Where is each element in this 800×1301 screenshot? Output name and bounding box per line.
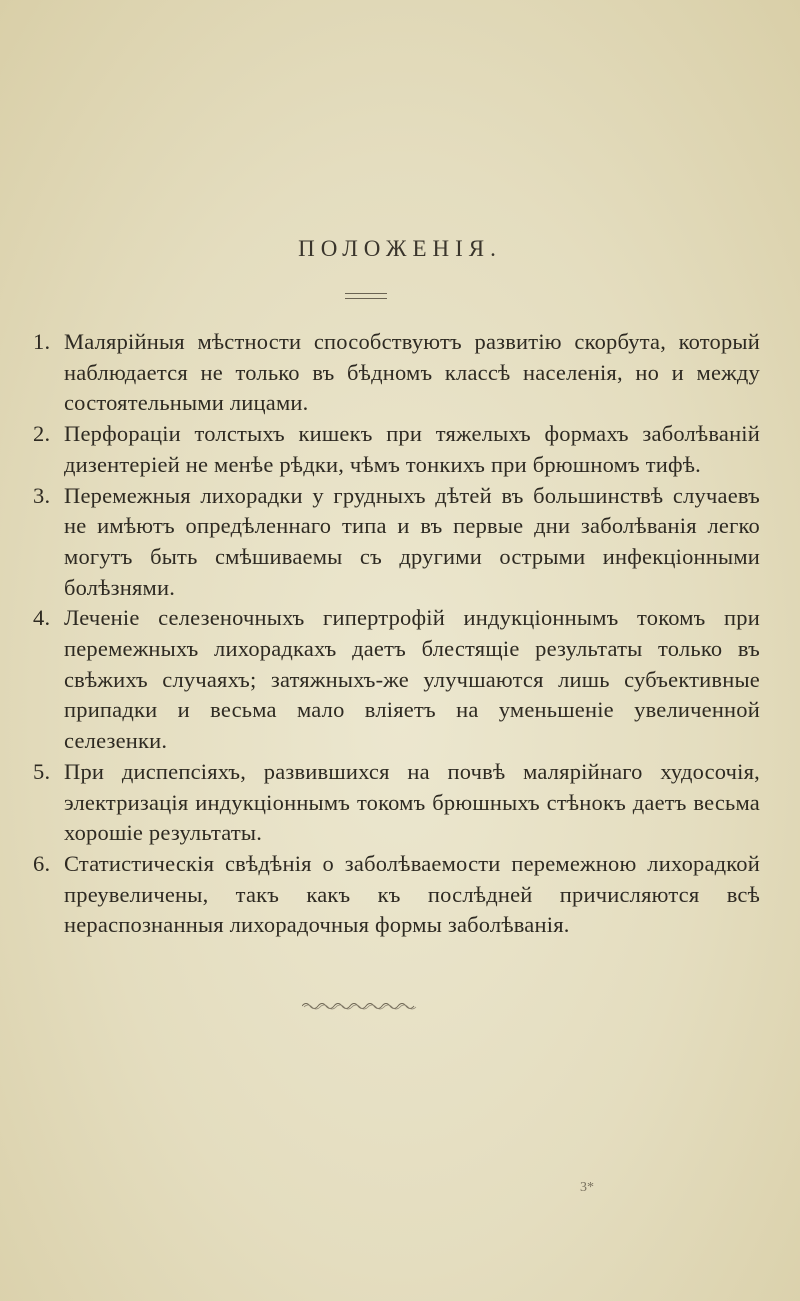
list-item [33, 757, 760, 849]
item-text: Перфораціи толстыхъ кишекъ при тяжелыхъ формахъ заболѣваній дизентеріей не менѣе рѣдки, чѣмъ тонкихъ при брюшномъ тифѣ. [64, 421, 760, 477]
list-item [33, 419, 760, 480]
title-double-rule [345, 293, 387, 299]
list-item [33, 603, 760, 757]
item-number: 3. [33, 482, 51, 508]
item-number: 1. [33, 329, 51, 354]
item-number: 6. [33, 850, 51, 876]
item-text: Малярійныя мѣстности способствуютъ развитію скорбута, который наблюдается не только въ бѣдномъ классѣ населенія, но и между состоятельными лицами. [64, 329, 760, 416]
item-text: Перемежныя лихорадки у грудныхъ дѣтей въ большинствѣ случаевъ не имѣютъ опредѣленнаго типа и въ первые дни заболѣванія легко могутъ быть смѣшиваемы съ другими острыми инфекціонными болѣзнями. [64, 482, 760, 600]
page-title: ПОЛОЖЕНІЯ. [298, 236, 502, 261]
item-text: При диспепсіяхъ, развившихся на почвѣ малярійнаго худосочія, электризація индукціоннымъ токомъ брюшныхъ стѣнокъ даетъ весьма хорошіе результаты. [64, 758, 760, 846]
wavy-ornament [302, 1000, 418, 1010]
theses-list [33, 327, 760, 941]
page-number: 3* [580, 1180, 594, 1195]
list-item [33, 849, 760, 941]
item-number: 2. [33, 421, 51, 447]
list-item [33, 327, 760, 419]
item-text: Леченіе селезеночныхъ гипертрофій индукціоннымъ токомъ при перемежныхъ лихорадкахъ даетъ блестящіе результаты только въ свѣжихъ случаяхъ; затяжныхъ-же улучшаются лишь субъективные припадки и весьма мало вліяетъ на уменьшеніе увеличенной селезенки. [64, 605, 760, 754]
item-number: 5. [33, 758, 51, 784]
item-text: Статистическія свѣдѣнія о заболѣваемости перемежною лихорадкой преувеличены, такъ какъ къ послѣдней причисляются всѣ нераспознанныя лихорадочныя формы заболѣванія. [64, 850, 760, 938]
item-number: 4. [33, 605, 51, 631]
list-item [33, 481, 760, 604]
